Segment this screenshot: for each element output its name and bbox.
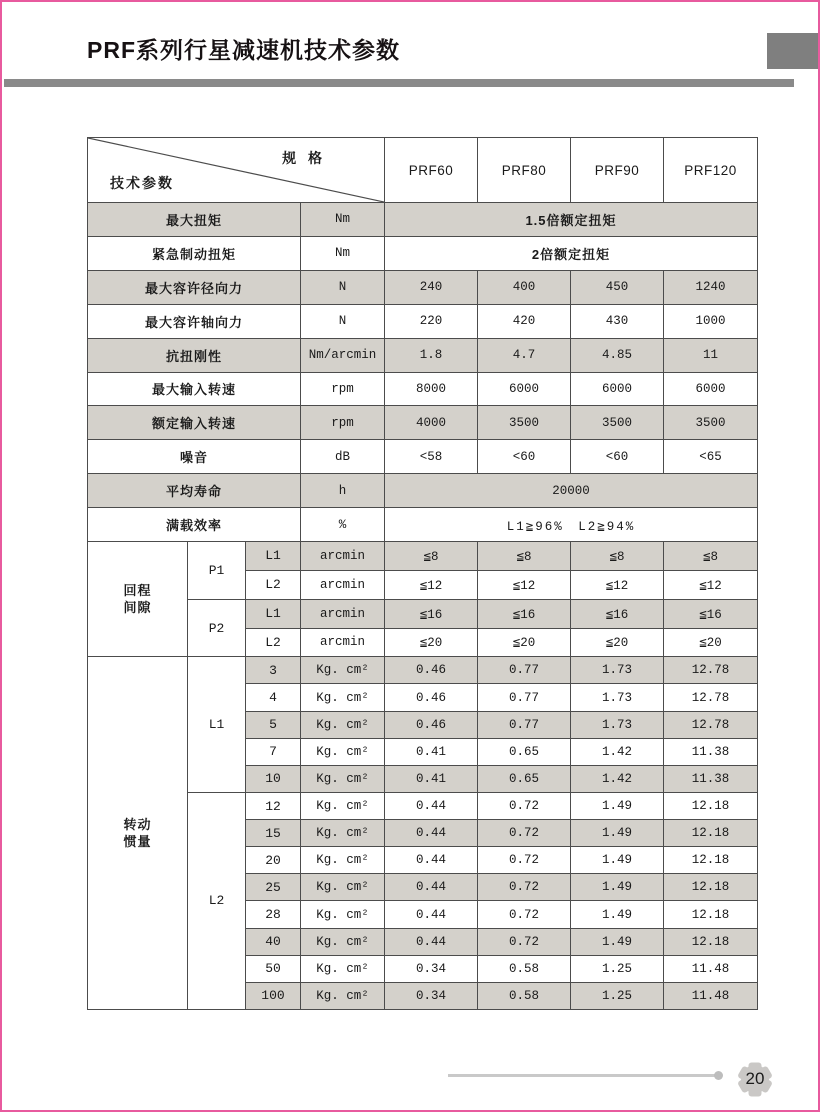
- value-cell: 0.77: [478, 657, 571, 684]
- param-name-cell: 满载效率: [88, 508, 301, 542]
- unit-cell: Kg. cm²: [301, 657, 385, 684]
- param-name-cell: 噪音: [88, 440, 301, 474]
- ratio-cell: 40: [246, 928, 301, 955]
- value-cell: ≦16: [478, 599, 571, 628]
- level-cell: L2: [246, 628, 301, 657]
- value-cell: 4.7: [478, 338, 571, 372]
- backlash-category-line2: 间隙: [123, 600, 152, 616]
- backlash-category-cell: [88, 542, 188, 657]
- inertia-category-line2: 惯量: [123, 834, 152, 850]
- ratio-cell: 3: [246, 657, 301, 684]
- footer-line-dot: [714, 1071, 723, 1080]
- value-cell: ≦12: [664, 570, 758, 599]
- column-header-prf90: PRF90: [571, 138, 664, 203]
- table-row: [88, 440, 758, 474]
- unit-cell: Kg. cm²: [301, 820, 385, 847]
- value-cell: 4.85: [571, 338, 664, 372]
- value-cell: 12.18: [664, 901, 758, 928]
- spec-table: [87, 137, 758, 1010]
- param-name-cell: 紧急制动扭矩: [88, 236, 301, 270]
- value-cell: ≦20: [478, 628, 571, 657]
- diagonal-header-cell: [88, 138, 385, 203]
- value-cell: 0.77: [478, 711, 571, 738]
- unit-cell: rpm: [301, 406, 385, 440]
- page-number-gear-icon: [738, 1062, 772, 1096]
- table-row: [88, 406, 758, 440]
- header-spec-label: 规 格: [282, 150, 326, 166]
- value-cell: 11.38: [664, 765, 758, 792]
- value-cell: 400: [478, 270, 571, 304]
- value-cell: 12.18: [664, 847, 758, 874]
- unit-cell: Nm: [301, 236, 385, 270]
- merged-value-cell: L1≧96% L2≧94%: [385, 508, 758, 542]
- ratio-cell: 4: [246, 684, 301, 711]
- value-cell: ≦8: [664, 542, 758, 571]
- unit-cell: N: [301, 270, 385, 304]
- value-cell: 0.72: [478, 847, 571, 874]
- value-cell: ≦12: [571, 570, 664, 599]
- level-cell: L2: [246, 570, 301, 599]
- value-cell: 0.65: [478, 738, 571, 765]
- unit-cell: h: [301, 474, 385, 508]
- ratio-cell: 50: [246, 955, 301, 982]
- table-row: [88, 338, 758, 372]
- table-row: [88, 270, 758, 304]
- value-cell: 0.58: [478, 955, 571, 982]
- unit-cell: dB: [301, 440, 385, 474]
- value-cell: 12.18: [664, 874, 758, 901]
- value-cell: 6000: [664, 372, 758, 406]
- value-cell: 6000: [478, 372, 571, 406]
- value-cell: <60: [571, 440, 664, 474]
- unit-cell: Nm/arcmin: [301, 338, 385, 372]
- value-cell: 0.77: [478, 684, 571, 711]
- table-header-row: [88, 138, 758, 203]
- merged-value-cell: 2倍额定扭矩: [385, 236, 758, 270]
- value-cell: 0.34: [385, 955, 478, 982]
- page-title: PRF系列行星减速机技术参数: [87, 37, 400, 63]
- value-cell: 12.18: [664, 928, 758, 955]
- ratio-cell: 5: [246, 711, 301, 738]
- value-cell: 0.46: [385, 657, 478, 684]
- value-cell: 0.46: [385, 711, 478, 738]
- inertia-category-line1: 转动: [123, 817, 152, 833]
- value-cell: ≦16: [664, 599, 758, 628]
- value-cell: <65: [664, 440, 758, 474]
- value-cell: 0.46: [385, 684, 478, 711]
- value-cell: 11.48: [664, 982, 758, 1009]
- param-name-cell: 最大扭矩: [88, 203, 301, 237]
- ratio-cell: 15: [246, 820, 301, 847]
- value-cell: 4000: [385, 406, 478, 440]
- value-cell: 12.18: [664, 820, 758, 847]
- param-name-cell: 最大输入转速: [88, 372, 301, 406]
- inertia-category-cell: [88, 657, 188, 1010]
- table-row: [88, 657, 758, 684]
- value-cell: 11.38: [664, 738, 758, 765]
- param-name-cell: 最大容许轴向力: [88, 304, 301, 338]
- unit-cell: Kg. cm²: [301, 901, 385, 928]
- ratio-cell: 20: [246, 847, 301, 874]
- value-cell: 420: [478, 304, 571, 338]
- param-name-cell: 抗扭刚性: [88, 338, 301, 372]
- value-cell: ≦20: [385, 628, 478, 657]
- ratio-cell: 7: [246, 738, 301, 765]
- value-cell: 0.41: [385, 765, 478, 792]
- value-cell: 0.41: [385, 738, 478, 765]
- value-cell: 12.18: [664, 792, 758, 819]
- unit-cell: arcmin: [301, 542, 385, 571]
- level-cell: L1: [246, 542, 301, 571]
- value-cell: 220: [385, 304, 478, 338]
- value-cell: 1.25: [571, 955, 664, 982]
- unit-cell: arcmin: [301, 570, 385, 599]
- value-cell: ≦12: [478, 570, 571, 599]
- value-cell: 1.49: [571, 874, 664, 901]
- value-cell: 0.44: [385, 847, 478, 874]
- value-cell: 1.73: [571, 711, 664, 738]
- unit-cell: Nm: [301, 203, 385, 237]
- value-cell: 0.44: [385, 820, 478, 847]
- ratio-cell: 100: [246, 982, 301, 1009]
- unit-cell: arcmin: [301, 628, 385, 657]
- value-cell: 0.44: [385, 901, 478, 928]
- value-cell: 0.72: [478, 820, 571, 847]
- unit-cell: rpm: [301, 372, 385, 406]
- inertia-l2-cell: L2: [188, 792, 246, 1009]
- value-cell: 0.58: [478, 982, 571, 1009]
- value-cell: 3500: [478, 406, 571, 440]
- value-cell: ≦8: [385, 542, 478, 571]
- backlash-p2-cell: P2: [188, 599, 246, 657]
- value-cell: 1.42: [571, 765, 664, 792]
- table-row: [88, 508, 758, 542]
- header-params-label: 技术参数: [110, 175, 174, 191]
- param-name-cell: 额定输入转速: [88, 406, 301, 440]
- value-cell: 1.8: [385, 338, 478, 372]
- header-underline-bar: [4, 79, 794, 87]
- unit-cell: Kg. cm²: [301, 874, 385, 901]
- merged-value-cell: 1.5倍额定扭矩: [385, 203, 758, 237]
- value-cell: 3500: [664, 406, 758, 440]
- value-cell: 0.44: [385, 928, 478, 955]
- value-cell: ≦20: [664, 628, 758, 657]
- value-cell: 0.44: [385, 792, 478, 819]
- value-cell: ≦8: [478, 542, 571, 571]
- value-cell: 430: [571, 304, 664, 338]
- value-cell: 11.48: [664, 955, 758, 982]
- table-row: [88, 203, 758, 237]
- value-cell: 1240: [664, 270, 758, 304]
- value-cell: ≦20: [571, 628, 664, 657]
- value-cell: 1.49: [571, 792, 664, 819]
- table-row: [88, 474, 758, 508]
- value-cell: <60: [478, 440, 571, 474]
- value-cell: 1000: [664, 304, 758, 338]
- value-cell: 1.49: [571, 820, 664, 847]
- value-cell: 0.44: [385, 874, 478, 901]
- value-cell: 450: [571, 270, 664, 304]
- value-cell: 3500: [571, 406, 664, 440]
- unit-cell: %: [301, 508, 385, 542]
- value-cell: 1.49: [571, 928, 664, 955]
- value-cell: 0.72: [478, 874, 571, 901]
- inertia-l1-cell: L1: [188, 657, 246, 793]
- unit-cell: arcmin: [301, 599, 385, 628]
- unit-cell: Kg. cm²: [301, 711, 385, 738]
- value-cell: 1.73: [571, 657, 664, 684]
- value-cell: 12.78: [664, 711, 758, 738]
- value-cell: 1.49: [571, 901, 664, 928]
- unit-cell: Kg. cm²: [301, 792, 385, 819]
- value-cell: ≦16: [571, 599, 664, 628]
- table-row: [88, 236, 758, 270]
- unit-cell: Kg. cm²: [301, 982, 385, 1009]
- param-name-cell: 平均寿命: [88, 474, 301, 508]
- value-cell: 8000: [385, 372, 478, 406]
- unit-cell: Kg. cm²: [301, 765, 385, 792]
- value-cell: 0.72: [478, 901, 571, 928]
- column-header-prf60: PRF60: [385, 138, 478, 203]
- table-row: [88, 792, 758, 819]
- backlash-category-line1: 回程: [123, 583, 152, 599]
- value-cell: 240: [385, 270, 478, 304]
- ratio-cell: 25: [246, 874, 301, 901]
- value-cell: 0.72: [478, 928, 571, 955]
- column-header-prf120: PRF120: [664, 138, 758, 203]
- header-corner-block: [767, 33, 820, 69]
- unit-cell: Kg. cm²: [301, 738, 385, 765]
- unit-cell: N: [301, 304, 385, 338]
- value-cell: 1.49: [571, 847, 664, 874]
- column-header-prf80: PRF80: [478, 138, 571, 203]
- value-cell: 12.78: [664, 657, 758, 684]
- value-cell: 6000: [571, 372, 664, 406]
- value-cell: <58: [385, 440, 478, 474]
- unit-cell: Kg. cm²: [301, 928, 385, 955]
- table-row: [88, 599, 758, 628]
- merged-value-cell: 20000: [385, 474, 758, 508]
- value-cell: 1.73: [571, 684, 664, 711]
- table-row: [88, 542, 758, 571]
- value-cell: 12.78: [664, 684, 758, 711]
- unit-cell: Kg. cm²: [301, 847, 385, 874]
- table-row: [88, 304, 758, 338]
- value-cell: 1.25: [571, 982, 664, 1009]
- unit-cell: Kg. cm²: [301, 684, 385, 711]
- value-cell: 1.42: [571, 738, 664, 765]
- ratio-cell: 28: [246, 901, 301, 928]
- footer-rule-line: [448, 1074, 718, 1077]
- unit-cell: Kg. cm²: [301, 955, 385, 982]
- level-cell: L1: [246, 599, 301, 628]
- value-cell: 0.72: [478, 792, 571, 819]
- param-name-cell: 最大容许径向力: [88, 270, 301, 304]
- value-cell: 0.65: [478, 765, 571, 792]
- table-row: [88, 372, 758, 406]
- value-cell: ≦16: [385, 599, 478, 628]
- backlash-p1-cell: P1: [188, 542, 246, 600]
- ratio-cell: 10: [246, 765, 301, 792]
- ratio-cell: 12: [246, 792, 301, 819]
- value-cell: ≦8: [571, 542, 664, 571]
- value-cell: 0.34: [385, 982, 478, 1009]
- value-cell: ≦12: [385, 570, 478, 599]
- value-cell: 11: [664, 338, 758, 372]
- page-number: 20: [745, 1069, 765, 1088]
